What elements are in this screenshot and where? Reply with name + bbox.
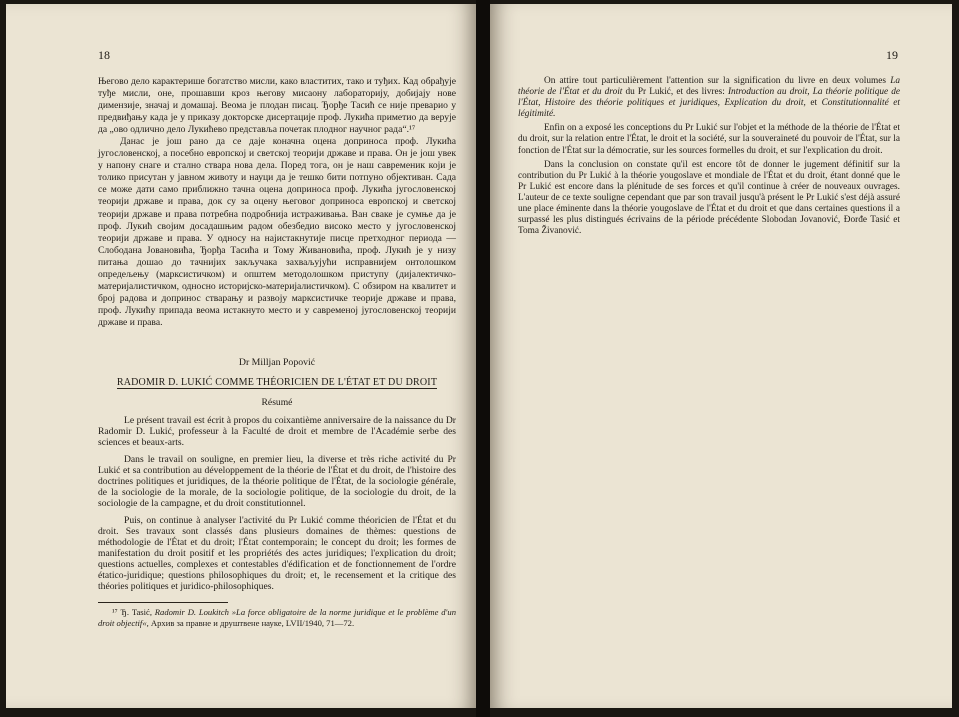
p1-italic-book-title: La théorie de l'État et du droit <box>518 76 901 98</box>
right-text-column <box>518 76 900 237</box>
right-paragraph-1 <box>518 76 900 120</box>
p1-text-and: et <box>810 98 818 109</box>
article-title-text: RADOMIR D. LUKIĆ COMME THÉORICIEN DE L'ÉTAT ET DU DROIT <box>116 377 438 389</box>
serbian-text <box>98 76 456 329</box>
article-title <box>98 377 456 389</box>
right-paragraph-3: Dans la conclusion on constate qu'il est encore tôt de donner le jugement définitif sur la contribution du Pr Lukić à la théorie yougoslave et mondiale de l'État et du droit, étant donné que le Pr Lukić est encore dans la plénitude de ses forces et qu'il continue à créer de nouveaux ouvrages. L'auteur de ce texte souligne cependant que par son travail jusqu'à présent le Pr Lukić s'est déjà assuré une place éminente dans la théorie yougoslave de l'État et du droit et que dans certaines questions il a surpassé les plus distingués écrivains de la période précédente Slobodan Jovanović, Đorđe Tasić et Toma Živanović. <box>518 159 900 237</box>
french-paragraph-1: Le présent travail est écrit à propos du coixantième anniversaire de la naissance du Dr Radomir D. Lukić, professeur à la Faculté de droit et membre de l'Académie serbe des sciences et beaux-arts. <box>98 415 456 449</box>
footnote-17 <box>98 607 456 628</box>
footnote-marker: ¹⁷ <box>112 607 118 618</box>
serbian-paragraph-1: Његово дело карактерише богатство мисли, како властитих, тако и туђих. Кад обрађује туђе мисли, оне, прошавши кроз његову мисаону лабораторију, добијају нове димензије, значај и домашај. Веома је плодан писац. Ђорђе Тасић се није преварио у предвиђању када је у приказу докторске дисертације проф. Лукића приметио да верује да „ово одлично дело Лукићево представља почетак плодног научног рада“.¹⁷ <box>98 76 456 136</box>
p1-italic-last-book: Constitutionnalité et légitimité. <box>518 98 900 120</box>
resume-heading: Résumé <box>261 397 293 409</box>
french-paragraph-2: Dans le travail on souligne, en premier lieu, la diverse et très riche activité du Pr Lukić et sa contribution au développement de la théorie de l'État et du droit, de l'histoire des doctrines politiques et juridiques, de la théorie politique de l'État, de la sociologie générale, de la sociologie de la morale, de la sociologie politique, de la sociologie du droit, de la sociologie de la campagne, et du droit constitutionnel. <box>98 454 456 510</box>
book-gutter <box>476 0 490 717</box>
french-paragraph-3: Puis, on continue à analyser l'activité du Pr Lukić comme théoricien de l'État et du droit. Ses travaux sont classés dans plusieurs domaines de thèmes: questions de méthodologie de l'État et du droit; l'État contemporain; le concept du droit; les formes de manifestation du droit positif et les propriétés des actes juridiques; l'explication du droit; questions actuelles, complexes et contestables d'édification et de fonctionnement de l'ordre étatico-juridique; questions philosophiques du droit; et, le recensement et la critique des théories politiques et juridico-philosophiques. <box>98 515 456 593</box>
right-page <box>490 4 952 708</box>
p1-text-start: On attire tout particulièrement l'attention sur la signification du livre en deux volumes <box>544 76 886 86</box>
page-number-right: 19 <box>886 48 898 62</box>
footnote-title: Radomir D. Loukitch »La force obligatoire de la norme juridique et le problème d'un droit objectif«, <box>98 607 456 628</box>
left-page <box>6 4 476 708</box>
p1-text-mid: du Pr Lukić, et des livres: <box>625 87 725 98</box>
footnote-source: Архив за правне и друштвене науке, LVII/1940, 71—72. <box>150 617 355 628</box>
article-author: Dr Milljan Popović <box>238 356 316 368</box>
french-summary <box>98 415 456 592</box>
footnote-author: Ђ. Tasić, <box>120 607 152 618</box>
left-text-column <box>98 76 456 628</box>
page-number-left: 18 <box>98 48 110 62</box>
right-paragraph-2: Enfin on a exposé les conceptions du Pr Lukić sur l'objet et la méthode de la théorie de l'État et du droit, sur la relation entre l'État, le droit et la société, sur la souveraineté du pouvoir de l'État, sur la fonction de l'État sur la démocratie, sur les sources formelles du droit, et sur l'explication du droit. <box>518 123 900 156</box>
footnote-rule <box>98 602 228 603</box>
serbian-paragraph-2: Данас је још рано да се даје коначна оцена доприноса проф. Лукића југословенској, а посебно европској и светској теорији државе и права. Он је још увек у напону снаге и стално ствара нова дела. Поред тога, он је наш савременик који је толико присутан у јавном животу и науци да је тешко бити потпуно објективан. Сада се може дати само приближно тачна оцена доприноса проф. Лукића југословенској теорији државе и права, док су за оцену његовог доприноса европској и светској теорији државе и права потребна подробнија истраживања. Ван сваке је сумње да је проф. Лукић својим досадашњим радом обезбедио високо место у југословенској теорији државе и права. У односу на најистакнутије писце претходног периода — Слободана Јовановића, Ђорђа Тасића и Тому Живановића, проф. Лукић је у низу питања дошао до тачнијих закључака захваљујући исправнијем онтолошком опредељењу (марксистичком) и општем методолошком приступу (дијалектичко-материјалистичком, односно историјско-материјалистичком). С обзиром на квалитет и број радова и допринос стварању и развоју марксистичке теорије државе и права, проф. Лукићу припада веома истакнуто место и у савременој југословенској теорији државе и права. <box>98 136 456 328</box>
p1-italic-book-list: Introduction au droit, La théorie politique de l'État, Histoire des théorie politiques et juridiques, Explication du droit, <box>518 87 900 109</box>
